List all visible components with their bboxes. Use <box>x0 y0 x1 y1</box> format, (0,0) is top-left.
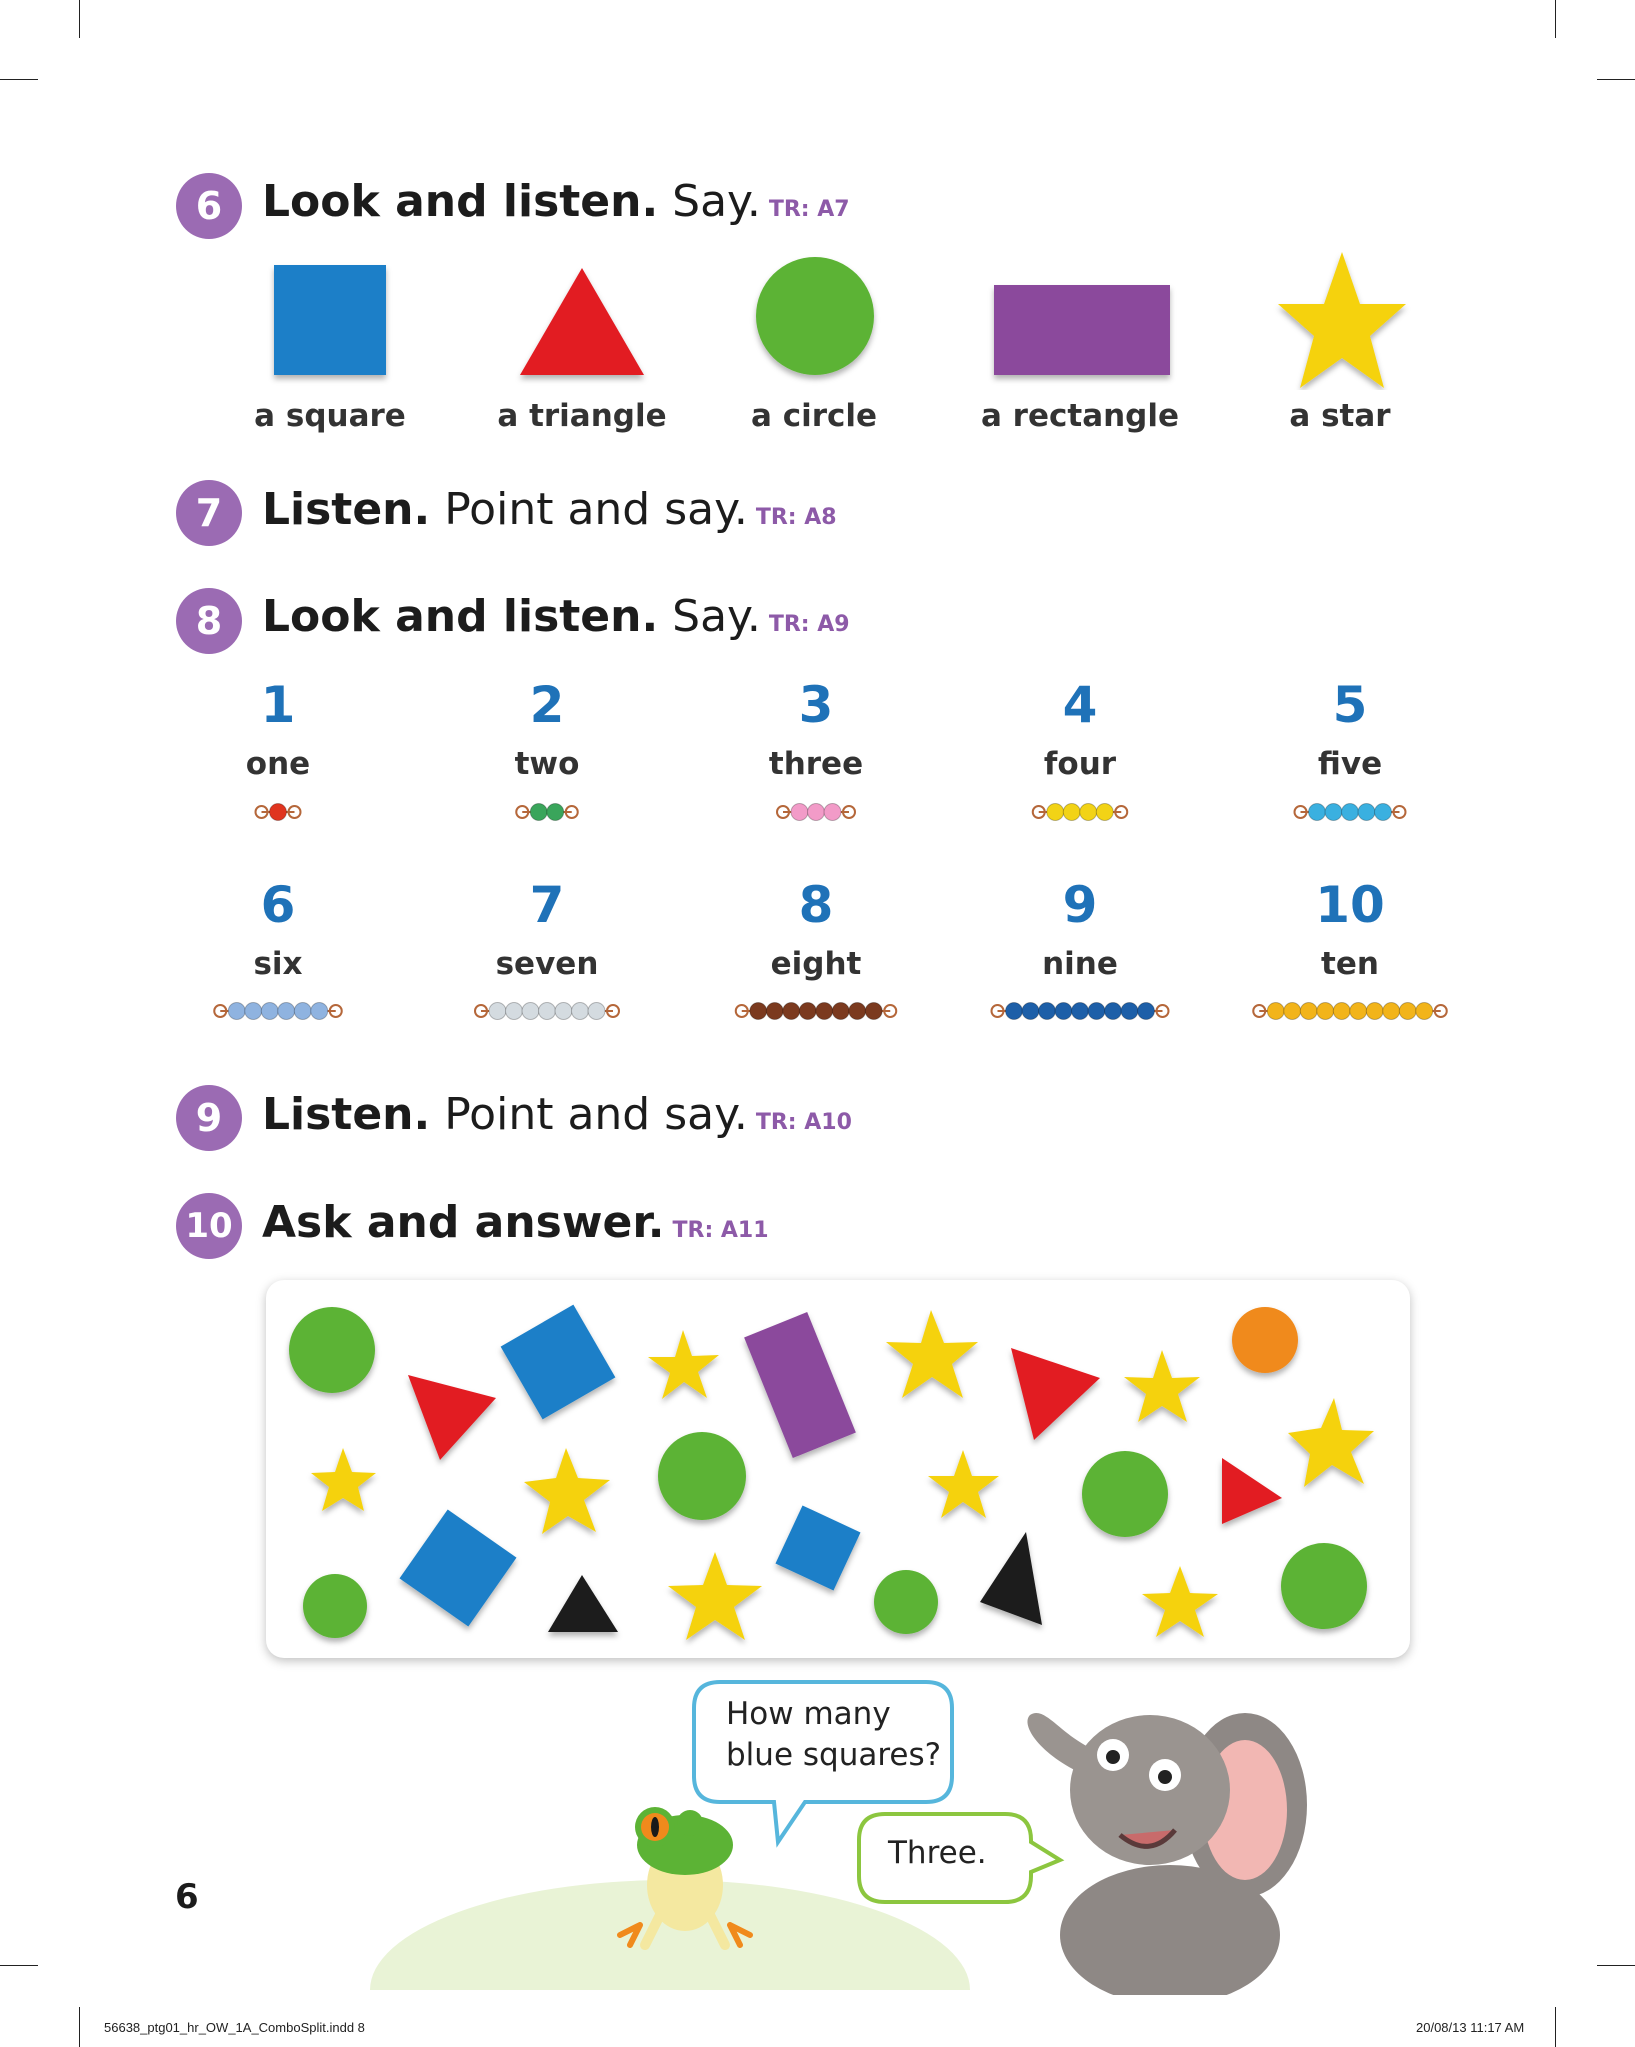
bead <box>1325 804 1342 821</box>
bead <box>530 804 547 821</box>
section-number-badge: 8 <box>176 588 242 654</box>
section-heading <box>262 1197 769 1248</box>
star-icon <box>1124 1350 1200 1422</box>
track-label: TR: A9 <box>768 612 850 637</box>
bead <box>522 1003 539 1020</box>
page-number: 6 <box>175 1877 199 1917</box>
bead <box>1072 1003 1089 1020</box>
star-icon <box>668 1552 762 1640</box>
track-label: TR: A10 <box>755 1110 852 1135</box>
triangle-icon <box>980 1532 1042 1625</box>
heading-bold: Look and listen. <box>262 591 659 642</box>
bead <box>1358 804 1375 821</box>
circle-icon <box>1082 1451 1168 1537</box>
square-icon <box>775 1505 860 1590</box>
bead-bar <box>1253 1003 1447 1020</box>
bead <box>1039 1003 1056 1020</box>
bead <box>311 1003 328 1020</box>
shape-label-rectangle: a rectangle <box>980 398 1180 434</box>
bead <box>270 804 287 821</box>
bead <box>278 1003 295 1020</box>
bead <box>832 1003 849 1020</box>
heading-bold: Listen. <box>262 1089 431 1140</box>
bead <box>1317 1003 1334 1020</box>
bead <box>489 1003 506 1020</box>
heading-rest: Say. <box>658 591 761 642</box>
bead <box>1383 1003 1400 1020</box>
bead <box>506 1003 523 1020</box>
crop-mark <box>1597 1965 1635 1966</box>
question-line-1: How many <box>726 1696 891 1732</box>
bead <box>294 1003 311 1020</box>
bead <box>1121 1003 1138 1020</box>
bead <box>572 1003 589 1020</box>
bead <box>1399 1003 1416 1020</box>
heading-bold: Ask and answer. <box>262 1197 665 1248</box>
number-word: five <box>1317 746 1383 782</box>
circle-icon <box>658 1432 746 1520</box>
star-icon <box>1288 1398 1374 1487</box>
number-word: one <box>245 746 311 782</box>
answer-text: Three. <box>888 1835 987 1871</box>
bead-bar <box>1033 804 1128 821</box>
number-digit: 3 <box>798 676 834 734</box>
bead-bar <box>992 1003 1169 1020</box>
shape-label-circle: a circle <box>750 398 878 434</box>
circle-icon <box>1281 1543 1367 1629</box>
heading-rest: Say. <box>658 176 761 227</box>
bead <box>808 804 825 821</box>
track-label: TR: A11 <box>672 1218 769 1243</box>
crop-mark <box>79 2007 80 2047</box>
footer-timestamp: 20/08/13 11:17 AM <box>1416 2020 1525 2035</box>
circle-icon <box>303 1574 367 1638</box>
crop-mark <box>1555 2007 1556 2047</box>
bead-bar <box>777 804 855 821</box>
section-number-badge: 9 <box>176 1085 242 1151</box>
bead <box>1006 1003 1023 1020</box>
bead <box>1416 1003 1433 1020</box>
number-word: six <box>253 946 303 982</box>
bead <box>1063 804 1080 821</box>
footer-file-info: 56638_ptg01_hr_OW_1A_ComboSplit.indd 8 <box>104 2020 365 2035</box>
star-icon <box>928 1450 999 1518</box>
bead <box>1088 1003 1105 1020</box>
circle-icon <box>1232 1307 1298 1373</box>
star-icon <box>524 1448 610 1534</box>
circle-icon <box>874 1570 938 1634</box>
bead <box>791 804 808 821</box>
number-digit: 5 <box>1332 676 1368 734</box>
bead <box>824 804 841 821</box>
triangle-icon <box>548 1575 618 1632</box>
number-digit: 2 <box>529 676 565 734</box>
bead <box>1022 1003 1039 1020</box>
heading-rest: Point and say. <box>430 484 748 535</box>
bead-bar <box>475 1003 619 1020</box>
square-icon <box>400 1510 517 1627</box>
bead <box>245 1003 262 1020</box>
bead <box>555 1003 572 1020</box>
bead-bar <box>214 1003 342 1020</box>
number-digit: 7 <box>529 876 565 934</box>
rectangle-icon <box>744 1312 856 1458</box>
bead <box>1105 1003 1122 1020</box>
number-word: two <box>514 746 580 782</box>
track-label: TR: A8 <box>755 505 837 530</box>
track-label: TR: A7 <box>768 197 850 222</box>
bead <box>1284 1003 1301 1020</box>
bead <box>750 1003 767 1020</box>
number-digit: 1 <box>260 676 296 734</box>
triangle-icon <box>408 1375 496 1460</box>
triangle-icon <box>1222 1458 1282 1524</box>
bead <box>799 1003 816 1020</box>
number-digit: 9 <box>1062 876 1098 934</box>
bead-bar <box>736 1003 897 1020</box>
star-icon <box>886 1310 978 1398</box>
heading-bold: Look and listen. <box>262 176 659 227</box>
bead <box>1333 1003 1350 1020</box>
section-heading <box>262 1089 852 1140</box>
shape-label-star: a star <box>1289 398 1391 434</box>
bead <box>539 1003 556 1020</box>
bead <box>865 1003 882 1020</box>
number-word: three <box>768 746 864 782</box>
square-icon <box>501 1305 616 1420</box>
bead <box>766 1003 783 1020</box>
bead-bar <box>1295 804 1406 821</box>
star-icon <box>648 1330 719 1399</box>
number-digit: 8 <box>798 876 834 934</box>
mixed-shapes <box>266 1280 1410 1658</box>
question-line-2: blue squares? <box>726 1737 942 1773</box>
bead-bar <box>256 804 301 821</box>
number-word: four <box>1043 746 1117 782</box>
section-number-badge: 6 <box>176 173 242 239</box>
number-digit: 6 <box>260 876 296 934</box>
bead <box>1047 804 1064 821</box>
number-word: ten <box>1321 946 1379 982</box>
bead <box>547 804 564 821</box>
section-number-badge: 7 <box>176 480 242 546</box>
heading-rest: Point and say. <box>430 1089 748 1140</box>
triangle-icon <box>1011 1348 1100 1440</box>
shape-label-triangle: a triangle <box>497 398 667 434</box>
bead <box>1366 1003 1383 1020</box>
bead <box>1342 804 1359 821</box>
bead <box>1267 1003 1284 1020</box>
bead <box>816 1003 833 1020</box>
bead <box>1375 804 1392 821</box>
crop-mark <box>0 1965 38 1966</box>
number-word: eight <box>770 946 862 982</box>
bead <box>1080 804 1097 821</box>
bead <box>849 1003 866 1020</box>
number-digit: 4 <box>1062 676 1098 734</box>
bead <box>783 1003 800 1020</box>
number-word: nine <box>1042 946 1118 982</box>
bead <box>261 1003 278 1020</box>
bead <box>588 1003 605 1020</box>
bead <box>1096 804 1113 821</box>
bead <box>1309 804 1326 821</box>
circle-icon <box>289 1307 375 1393</box>
bead <box>1055 1003 1072 1020</box>
section-number-badge: 10 <box>176 1193 242 1259</box>
bead <box>1300 1003 1317 1020</box>
bead <box>228 1003 245 1020</box>
shape-label-square: a square <box>254 398 406 434</box>
bead <box>1350 1003 1367 1020</box>
bead <box>1138 1003 1155 1020</box>
bead-bar <box>516 804 578 821</box>
heading-bold: Listen. <box>262 484 431 535</box>
number-word: seven <box>495 946 599 982</box>
star-icon <box>311 1448 376 1511</box>
number-digit: 10 <box>1315 876 1385 934</box>
star-icon <box>1142 1566 1218 1637</box>
